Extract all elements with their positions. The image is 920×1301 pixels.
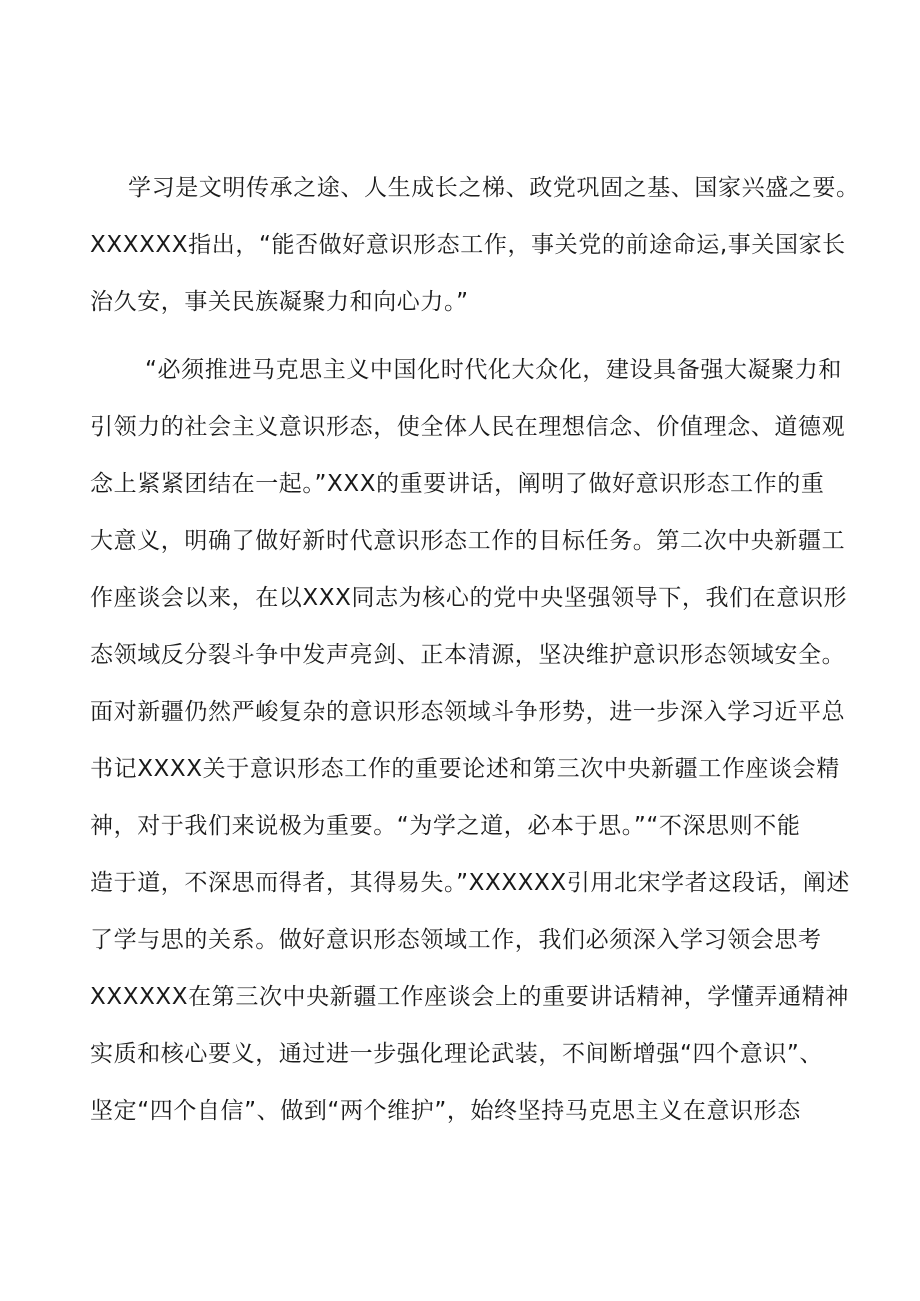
paragraph-2-line-13: 实质和核心要义，通过进一步强化理论武装，不间断增强“四个意识”、 [90, 1041, 824, 1067]
paragraph-2-line-1: “必须推进马克思主义中国化时代化大众化，建设具备强大凝聚力和 [145, 357, 842, 383]
paragraph-2-line-9: 神，对于我们来说极为重要。“为学之道，必本于思。”“不深思则不能 [90, 813, 801, 839]
paragraph-2-line-11: 了学与思的关系。做好意识形态领域工作，我们必须深入学习领会思考 [90, 927, 822, 953]
paragraph-2-line-8: 书记XXXX关于意识形态工作的重要论述和第三次中央新疆工作座谈会精 [90, 756, 840, 782]
paragraph-2-line-12: XXXXXX在第三次中央新疆工作座谈会上的重要讲话精神，学懂弄通精神 [90, 984, 849, 1010]
paragraph-2-line-7: 面对新疆仍然严峻复杂的意识形态领域斗争形势，进一步深入学习近平总 [90, 699, 846, 725]
paragraph-2-line-4: 大意义，明确了做好新时代意识形态工作的目标任务。第二次中央新疆工 [90, 528, 846, 554]
paragraph-2-line-3: 念上紧紧团结在一起。”XXX的重要讲话，阐明了做好意识形态工作的重 [90, 471, 825, 497]
paragraph-2-line-10: 造于道，不深思而得者，其得易失。”XXXXXX引用北宋学者这段话，阐述 [90, 870, 850, 896]
paragraph-2-line-5: 作座谈会以来，在以XXX同志为核心的党中央坚强领导下，我们在意识形 [90, 585, 848, 611]
paragraph-1-line-3: 治久安，事关民族凝聚力和向心力。” [90, 289, 469, 315]
paragraph-1-line-1: 学习是文明传承之途、人生成长之梯、政党巩固之基、国家兴盛之要。 [128, 175, 860, 201]
paragraph-2-line-14: 坚定“四个自信”、做到“两个维护”，始终坚持马克思主义在意识形态 [90, 1098, 801, 1124]
paragraph-2-line-6: 态领域反分裂斗争中发声亮剑、正本清源，坚决维护意识形态领域安全。 [90, 642, 846, 668]
paragraph-2-line-2: 引领力的社会主义意识形态，使全体人民在理想信念、价值理念、道德观 [90, 414, 846, 440]
paragraph-1-line-2: XXXXXX指出，“能否做好意识形态工作，事关党的前途命运,事关国家长 [90, 232, 846, 258]
